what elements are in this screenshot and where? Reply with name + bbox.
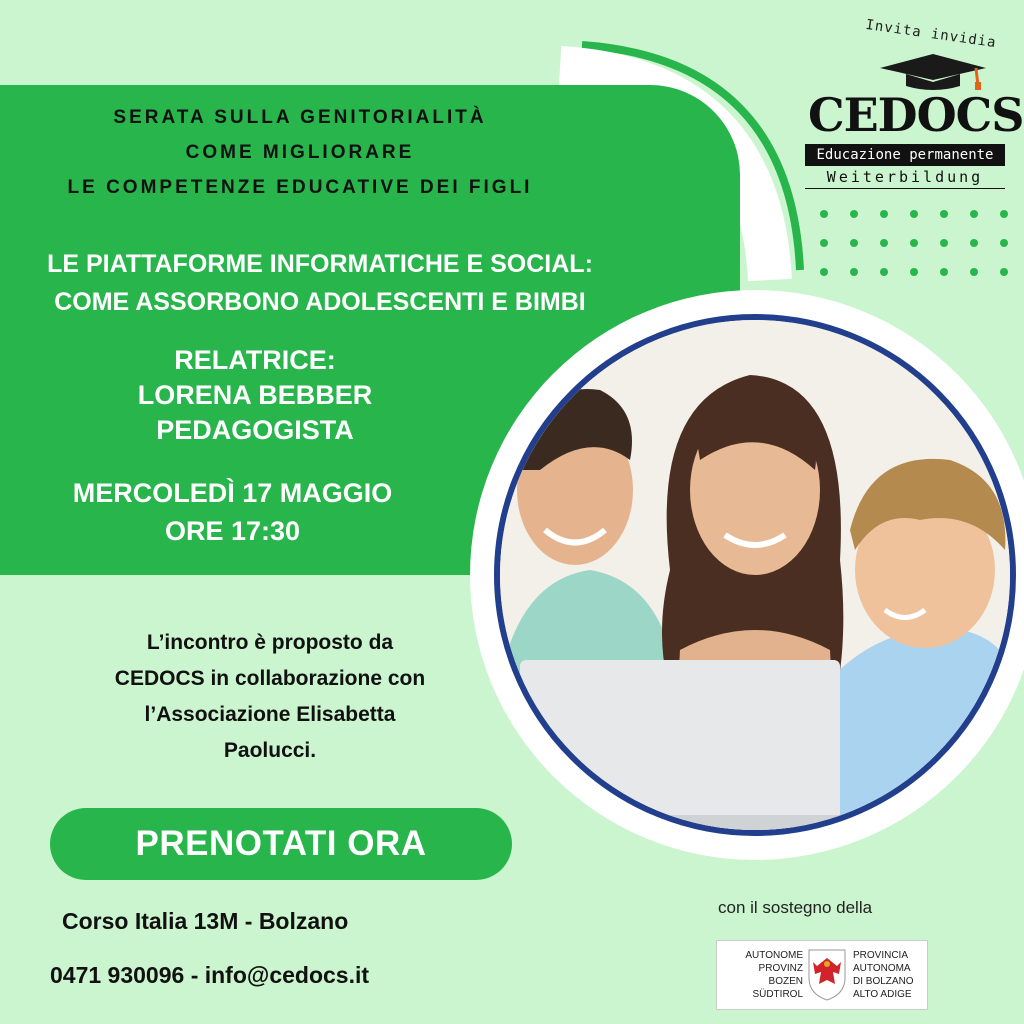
description-line-4: Paolucci. — [223, 739, 317, 762]
cedocs-logo — [800, 16, 1024, 202]
description-line-3: l’Associazione Elisabetta — [144, 703, 396, 726]
header-line-3: LE COMPETENZE EDUCATIVE DEI FIGLI — [67, 177, 533, 198]
event-description — [40, 625, 500, 769]
logo-subtitle-it: Educazione permanente — [805, 144, 1005, 166]
decorative-dots — [820, 210, 1024, 297]
book-now-button[interactable]: PRENOTATI ORA — [50, 808, 512, 880]
header-line-2: COME MIGLIORARE — [185, 142, 415, 163]
event-topic — [0, 245, 640, 321]
contact-info: 0471 930096 - info@cedocs.it — [50, 962, 370, 988]
family-laptop-illustration — [500, 320, 1016, 836]
support-text: con il sostegno della — [718, 898, 873, 917]
eagle-shield-icon — [807, 948, 847, 1002]
logo-subtitle-de: Weiterbildung — [805, 168, 1005, 189]
logo-wordmark: CEDOCS — [808, 88, 1024, 142]
topic-line-1: LE PIATTAFORME INFORMATICHE E SOCIAL: — [47, 250, 593, 278]
logo-tagline: Invita invidia — [864, 16, 998, 52]
family-photo — [494, 314, 1016, 836]
speaker-label: RELATRICE: — [174, 345, 336, 375]
speaker-name: LORENA BEBBER — [137, 380, 373, 410]
description-line-1: L’incontro è proposto da — [146, 631, 394, 654]
address: Corso Italia 13M - Bolzano — [62, 908, 349, 934]
province-logo — [716, 940, 928, 1010]
header-line-1: SERATA SULLA GENITORIALITÀ — [113, 107, 487, 128]
event-datetime — [0, 474, 465, 550]
province-name-de: AUTONOME PROVINZ BOZEN SÜDTIROL — [745, 950, 803, 1000]
graduation-cap-icon — [878, 52, 988, 92]
description-line-2: CEDOCS in collaborazione con — [114, 667, 426, 690]
province-name-it: PROVINCIA AUTONOMA DI BOLZANO ALTO ADIGE — [853, 950, 914, 1000]
event-header — [0, 100, 600, 205]
event-date: MERCOLEDÌ 17 MAGGIO — [72, 478, 393, 508]
speaker-role: PEDAGOGISTA — [156, 415, 354, 445]
topic-line-2: COME ASSORBONO ADOLESCENTI E BIMBI — [54, 288, 586, 316]
event-time: ORE 17:30 — [164, 516, 301, 546]
speaker-block — [0, 343, 510, 448]
